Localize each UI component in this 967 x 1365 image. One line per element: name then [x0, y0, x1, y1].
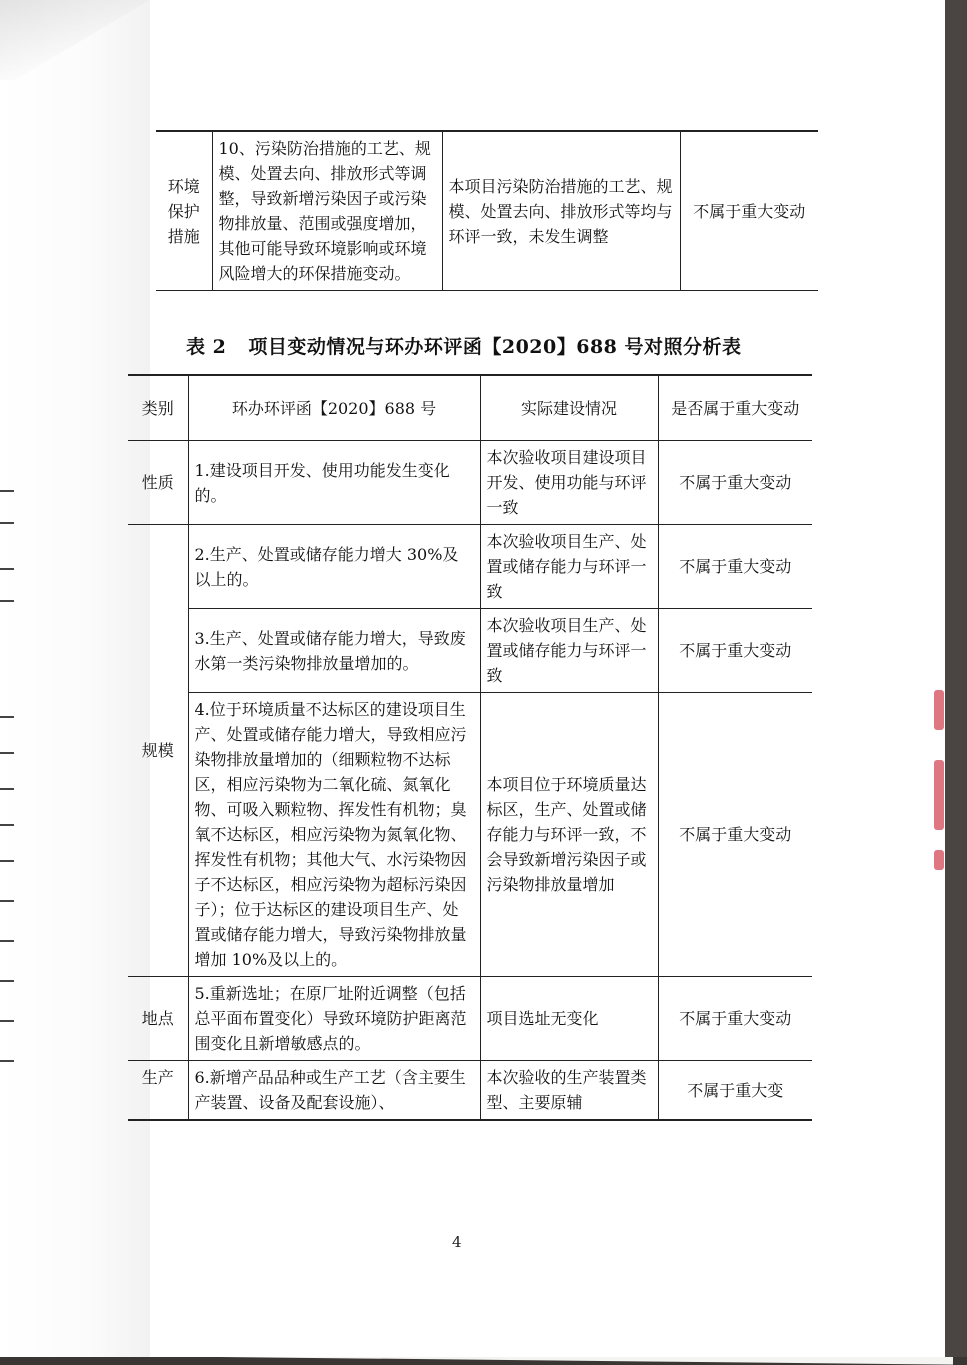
actual-cell: 本次验收项目建设项目开发、使用功能与环评一致: [480, 441, 658, 525]
margin-tick: [0, 1020, 14, 1022]
margin-tick: [0, 568, 14, 570]
header-actual: 实际建设情况: [480, 375, 658, 441]
margin-tick: [0, 1060, 14, 1062]
requirement-cell: 3.生产、处置或储存能力增大，导致废水第一类污染物排放量增加的。: [188, 609, 480, 693]
verdict-cell: 不属于重大变动: [658, 525, 812, 609]
margin-tick: [0, 824, 14, 826]
header-verdict: 是否属于重大变动: [658, 375, 812, 441]
desk-edge: [945, 0, 967, 1357]
margin-tick: [0, 600, 14, 602]
table-2: [128, 374, 812, 1121]
margin-tick: [0, 752, 14, 754]
verdict-cell: 不属于重大变动: [658, 609, 812, 693]
category-cell: 环境保护措施: [156, 131, 212, 291]
page-number: 4: [452, 1233, 462, 1251]
header-requirement: 环办环评函【2020】688 号: [188, 375, 480, 441]
margin-tick: [0, 940, 14, 942]
margin-tick: [0, 716, 14, 718]
margin-tick: [0, 980, 14, 982]
verdict-cell: 不属于重大变动: [658, 977, 812, 1061]
actual-cell: 项目选址无变化: [480, 977, 658, 1061]
actual-cell: 本项目位于环境质量达标区，生产、处置或储存能力与环评一致，不会导致新增污染因子或污染物排放量增加: [480, 693, 658, 977]
verdict-cell: 不属于重大变动: [658, 693, 812, 977]
actual-cell: 本项目污染防治措施的工艺、规模、处置去向、排放形式等均与环评一致，未发生调整: [442, 131, 680, 291]
table-row: [128, 525, 812, 609]
table-caption: [186, 332, 806, 359]
table-row: [128, 977, 812, 1061]
table-header-row: [128, 375, 812, 441]
requirement-cell: 5.重新选址；在原厂址附近调整（包括总平面布置变化）导致环境防护距离范围变化且新增敏感点的。: [188, 977, 480, 1061]
seal-stamp-fragment: [934, 850, 944, 870]
requirement-cell: 6.新增产品品种或生产工艺（含主要生产装置、设备及配套设施）、: [188, 1061, 480, 1121]
seal-stamp-fragment: [934, 690, 944, 730]
table-number: 表 2: [186, 336, 227, 358]
actual-cell: 本次验收的生产装置类型、主要原辅: [480, 1061, 658, 1121]
margin-tick: [0, 522, 14, 524]
table-row: [128, 441, 812, 525]
table-row: [156, 131, 818, 291]
category-cell: 地点: [128, 977, 188, 1061]
verdict-cell: 不属于重大变动: [658, 441, 812, 525]
table-row: [128, 693, 812, 977]
category-cell: 性质: [128, 441, 188, 525]
requirement-cell: 4.位于环境质量不达标区的建设项目生产、处置或储存能力增大，导致相应污染物排放量增加的（细颗粒物不达标区，相应污染物为二氧化硫、氮氧化物、可吸入颗粒物、挥发性有机物；臭氧不达标区，相应污染物为氮氧化物、挥发性有机物；其他大气、水污染物因子不达标区，相应污染物为超标污染因子）；位于达标区的建设项目生产、处置或储存能力增大，导致污染物排放量增加 10%及以上的。: [188, 693, 480, 977]
requirement-cell: 2.生产、处置或储存能力增大 30%及以上的。: [188, 525, 480, 609]
category-cell: 生产: [128, 1061, 188, 1121]
actual-cell: 本次验收项目生产、处置或储存能力与环评一致: [480, 525, 658, 609]
header-category: 类别: [128, 375, 188, 441]
seal-stamp-fragment: [934, 760, 944, 830]
table-row: [128, 609, 812, 693]
verdict-cell: 不属于重大变: [658, 1061, 812, 1121]
table-row: [128, 1061, 812, 1121]
table-1-continuation: [156, 130, 818, 291]
margin-tick: [0, 860, 14, 862]
requirement-cell: 1.建设项目开发、使用功能发生变化的。: [188, 441, 480, 525]
requirement-cell: 10、污染防治措施的工艺、规模、处置去向、排放形式等调整，导致新增污染因子或污染物排放量、范围或强度增加，其他可能导致环境影响或环境风险增大的环保措施变动。: [212, 131, 442, 291]
category-cell: 规模: [128, 525, 188, 977]
margin-tick: [0, 900, 14, 902]
verdict-cell: 不属于重大变动: [680, 131, 818, 291]
margin-tick: [0, 788, 14, 790]
table-title: 项目变动情况与环办环评函【2020】688 号对照分析表: [248, 336, 742, 358]
margin-tick: [0, 490, 14, 492]
actual-cell: 本次验收项目生产、处置或储存能力与环评一致: [480, 609, 658, 693]
